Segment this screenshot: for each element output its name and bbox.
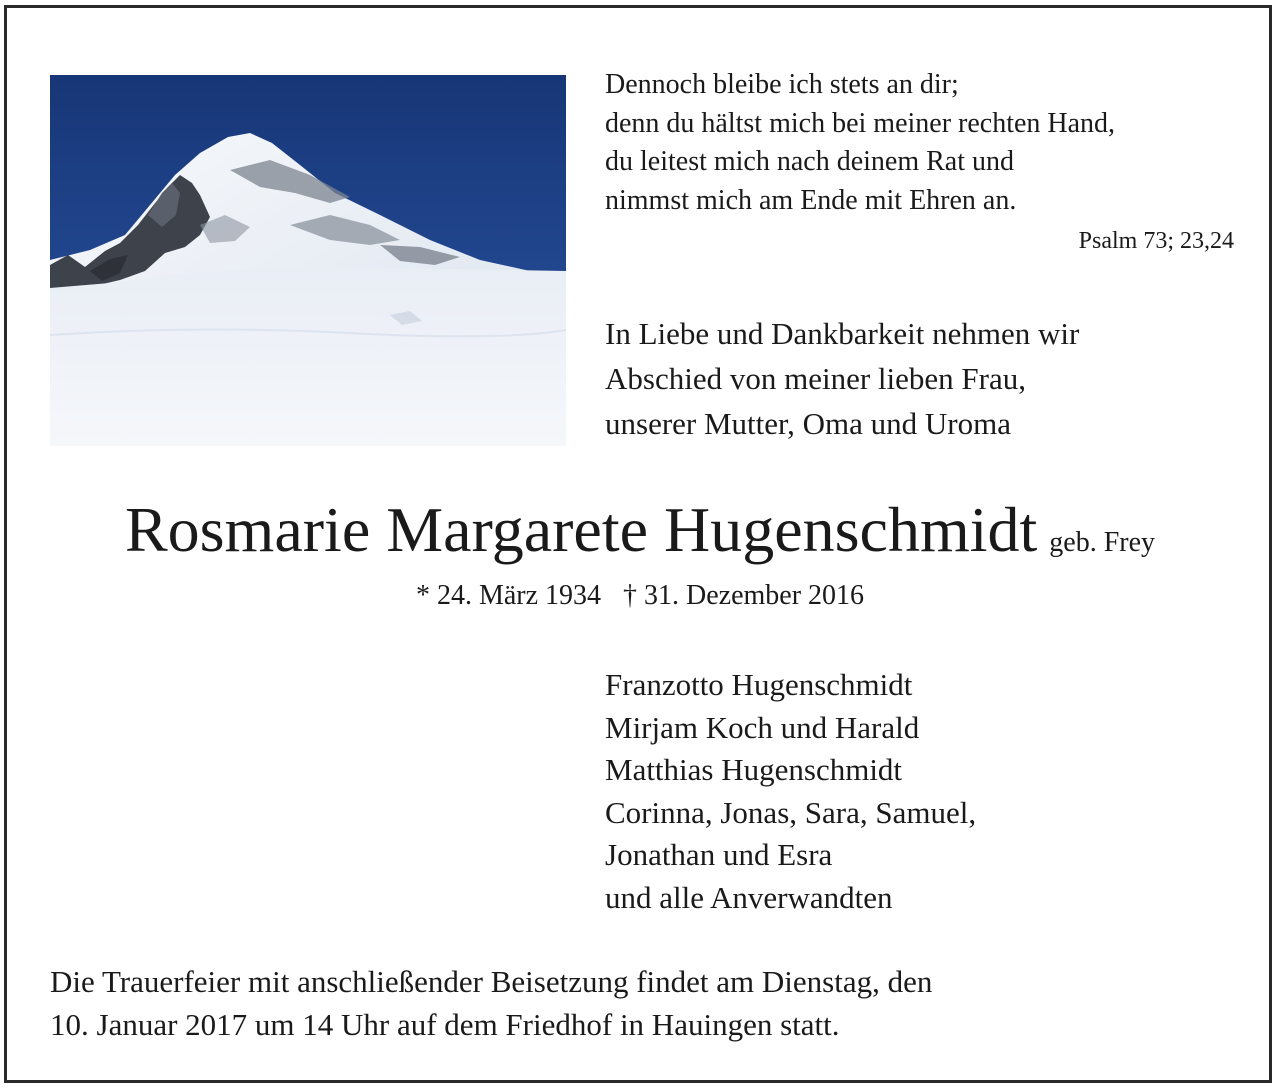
death-date: † 31. Dezember 2016 <box>623 580 865 611</box>
mourners-list <box>605 664 976 919</box>
mountain-photo <box>50 75 566 446</box>
mourner-line: Corinna, Jonas, Sara, Samuel, <box>605 794 977 830</box>
psalm-line: nimmst mich am Ende mit Ehren an. <box>605 184 1017 216</box>
service-line: 10. Januar 2017 um 14 Uhr auf dem Friedhof in Hauingen statt. <box>50 1006 840 1042</box>
life-dates <box>0 576 1280 616</box>
deceased-name-row <box>0 490 1280 570</box>
deceased-name: Rosmarie Margarete Hugenschmidt <box>124 494 1038 565</box>
intro-line: Abschied von meiner lieben Frau, <box>605 361 1026 396</box>
psalm-line: denn du hältst mich bei meiner rechten Hand, <box>605 107 1116 139</box>
psalm-reference: Psalm 73; 23,24 <box>1078 228 1234 254</box>
mourner-line: Franzotto Hugenschmidt <box>605 667 913 702</box>
intro-line: unserer Mutter, Oma und Uroma <box>605 406 1011 441</box>
maiden-name: geb. Frey <box>1049 527 1156 558</box>
birth-date: * 24. März 1934 <box>415 580 602 611</box>
mourner-line: Matthias Hugenschmidt <box>605 752 903 787</box>
service-line: Die Trauerfeier mit anschließender Beisetzung findet am Dienstag, den <box>50 964 933 999</box>
intro-line: In Liebe und Dankbarkeit nehmen wir <box>605 316 1080 351</box>
psalm-line: Dennoch bleibe ich stets an dir; <box>605 69 959 100</box>
psalm-verse <box>605 66 1245 220</box>
farewell-intro <box>605 311 1079 446</box>
funeral-service-info <box>50 961 932 1046</box>
mourner-line: und alle Anverwandten <box>605 879 893 915</box>
mourner-line: Mirjam Koch und Harald <box>605 709 920 745</box>
mourner-line: Jonathan und Esra <box>605 837 833 872</box>
psalm-line: du leitest mich nach deinem Rat und <box>605 146 1015 177</box>
